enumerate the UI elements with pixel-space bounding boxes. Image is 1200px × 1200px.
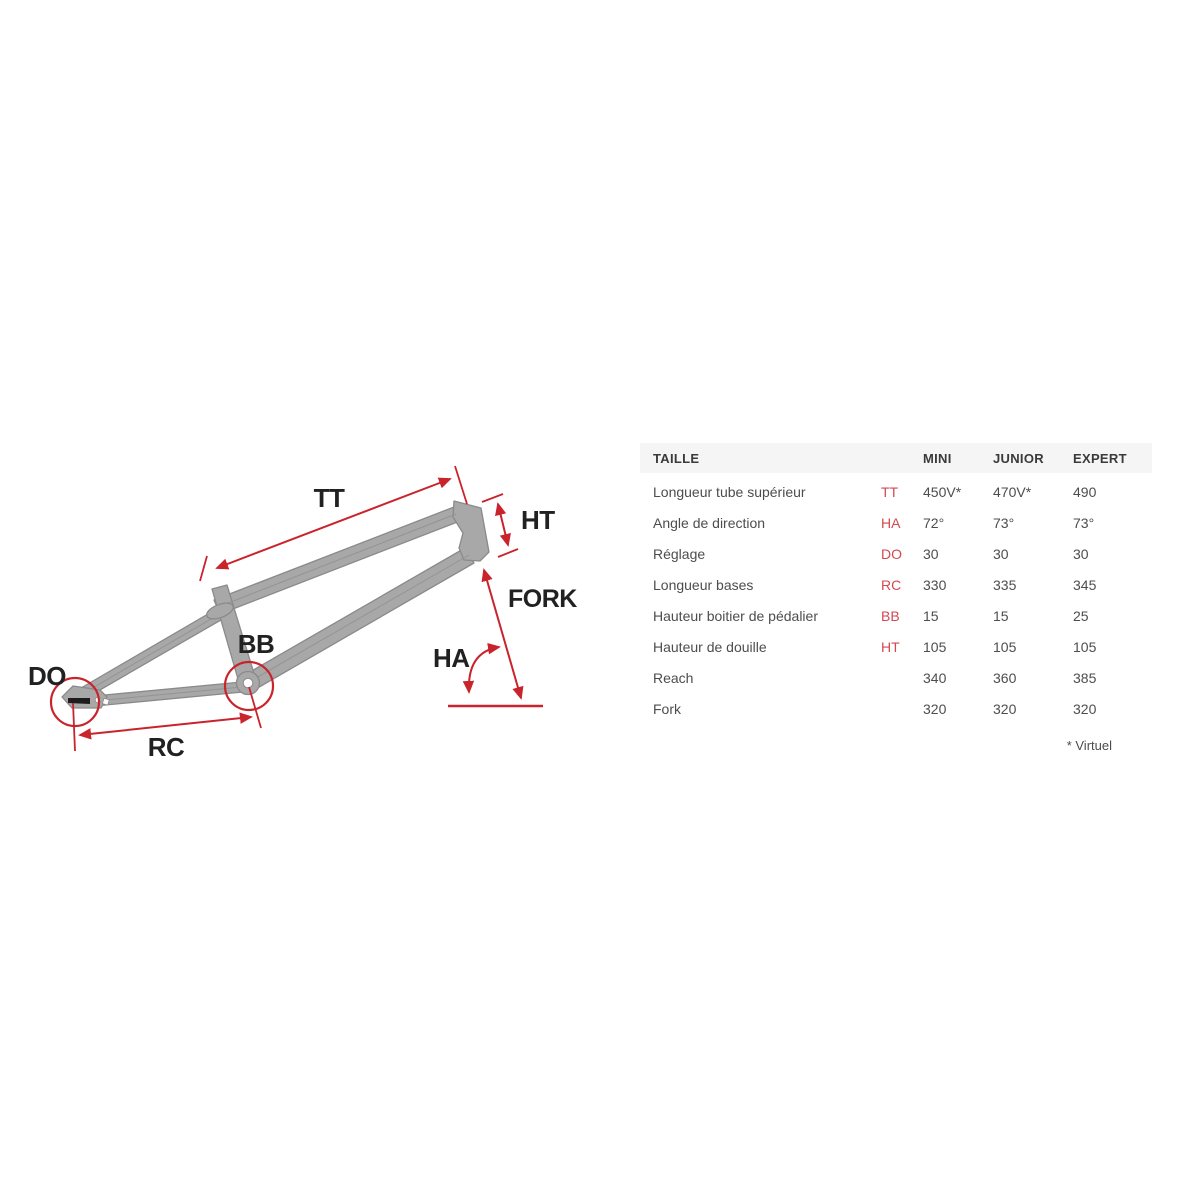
rc-label: RC (147, 732, 185, 762)
spec-value-expert: 73° (1073, 514, 1095, 531)
spec-value-expert: 320 (1073, 700, 1097, 717)
spec-value-junior: 360 (993, 669, 1017, 686)
spec-code: TT (881, 483, 899, 500)
spec-value-expert: 385 (1073, 669, 1097, 686)
do-extension-line (73, 703, 75, 751)
bb-label: BB (237, 629, 275, 659)
table-row (640, 693, 1152, 724)
spec-value-junior: 320 (993, 700, 1017, 717)
spec-code: HA (881, 514, 901, 531)
spec-value-junior: 73° (993, 514, 1015, 531)
spec-value-expert: 105 (1073, 638, 1097, 655)
seat-stay-shade-line (84, 612, 223, 693)
spec-value-mini: 30 (923, 545, 939, 562)
spec-value-expert: 345 (1073, 576, 1097, 593)
spec-value-mini: 72° (923, 514, 945, 531)
ha-angle-arc (469, 647, 499, 692)
spec-label: Hauteur de douille (653, 638, 767, 655)
spec-code: BB (881, 607, 900, 624)
dropout-bolt (102, 698, 109, 705)
tt-label: TT (313, 483, 345, 513)
spec-label: Angle de direction (653, 514, 766, 531)
table-header-size: TAILLE (653, 450, 700, 466)
spec-label: Fork (653, 700, 681, 717)
spec-value-junior: 15 (993, 607, 1009, 624)
geometry-table (640, 443, 1152, 753)
spec-value-junior: 30 (993, 545, 1009, 562)
spec-code: RC (881, 576, 902, 593)
spec-value-mini: 340 (923, 669, 947, 686)
spec-label: Réglage (653, 545, 706, 562)
do-label: DO (28, 661, 66, 691)
spec-value-mini: 105 (923, 638, 947, 655)
ht-dimension-arrow (498, 504, 508, 545)
tt-right-tick (455, 466, 467, 504)
dimension-labels (28, 483, 577, 762)
table-row (640, 600, 1152, 631)
spec-label: Reach (653, 669, 694, 686)
spec-value-mini: 330 (923, 576, 947, 593)
frame-geometry-diagram (10, 440, 610, 780)
dropout-axle-slot (68, 698, 90, 704)
ht-bottom-tick (498, 549, 518, 557)
spec-value-junior: 335 (993, 576, 1017, 593)
spec-value-expert: 30 (1073, 545, 1089, 562)
table-header-junior: JUNIOR (993, 450, 1044, 466)
spec-label: Longueur bases (653, 576, 754, 593)
spec-value-expert: 25 (1073, 607, 1089, 624)
spec-label: Hauteur boitier de pédalier (653, 607, 818, 624)
spec-value-expert: 490 (1073, 483, 1097, 500)
table-row (640, 476, 1152, 507)
bottom-bracket-hole (243, 678, 253, 688)
spec-label: Longueur tube supérieur (653, 483, 806, 500)
spec-code: DO (881, 545, 902, 562)
ht-label: HT (521, 505, 555, 535)
spec-value-mini: 15 (923, 607, 939, 624)
spec-code: HT (881, 638, 900, 655)
tt-left-tick (200, 556, 207, 581)
table-row (640, 507, 1152, 538)
ht-top-tick (482, 494, 503, 502)
table-row (640, 662, 1152, 693)
table-header-mini: MINI (923, 450, 952, 466)
spec-value-junior: 105 (993, 638, 1017, 655)
table-row (640, 538, 1152, 569)
table-header-row (640, 443, 1152, 473)
fork-label: FORK (508, 585, 577, 613)
virtual-footnote: * Virtuel (1066, 738, 1112, 753)
frame-geometry-svg (10, 440, 610, 780)
spec-value-junior: 470V* (993, 483, 1032, 500)
spec-value-mini: 450V* (923, 483, 962, 500)
ha-label: HA (433, 643, 470, 673)
table-body (640, 476, 1152, 724)
spec-value-mini: 320 (923, 700, 947, 717)
table-row (640, 569, 1152, 600)
bike-frame-illustration (62, 501, 489, 708)
table-header-expert: EXPERT (1073, 450, 1127, 466)
table-row (640, 631, 1152, 662)
